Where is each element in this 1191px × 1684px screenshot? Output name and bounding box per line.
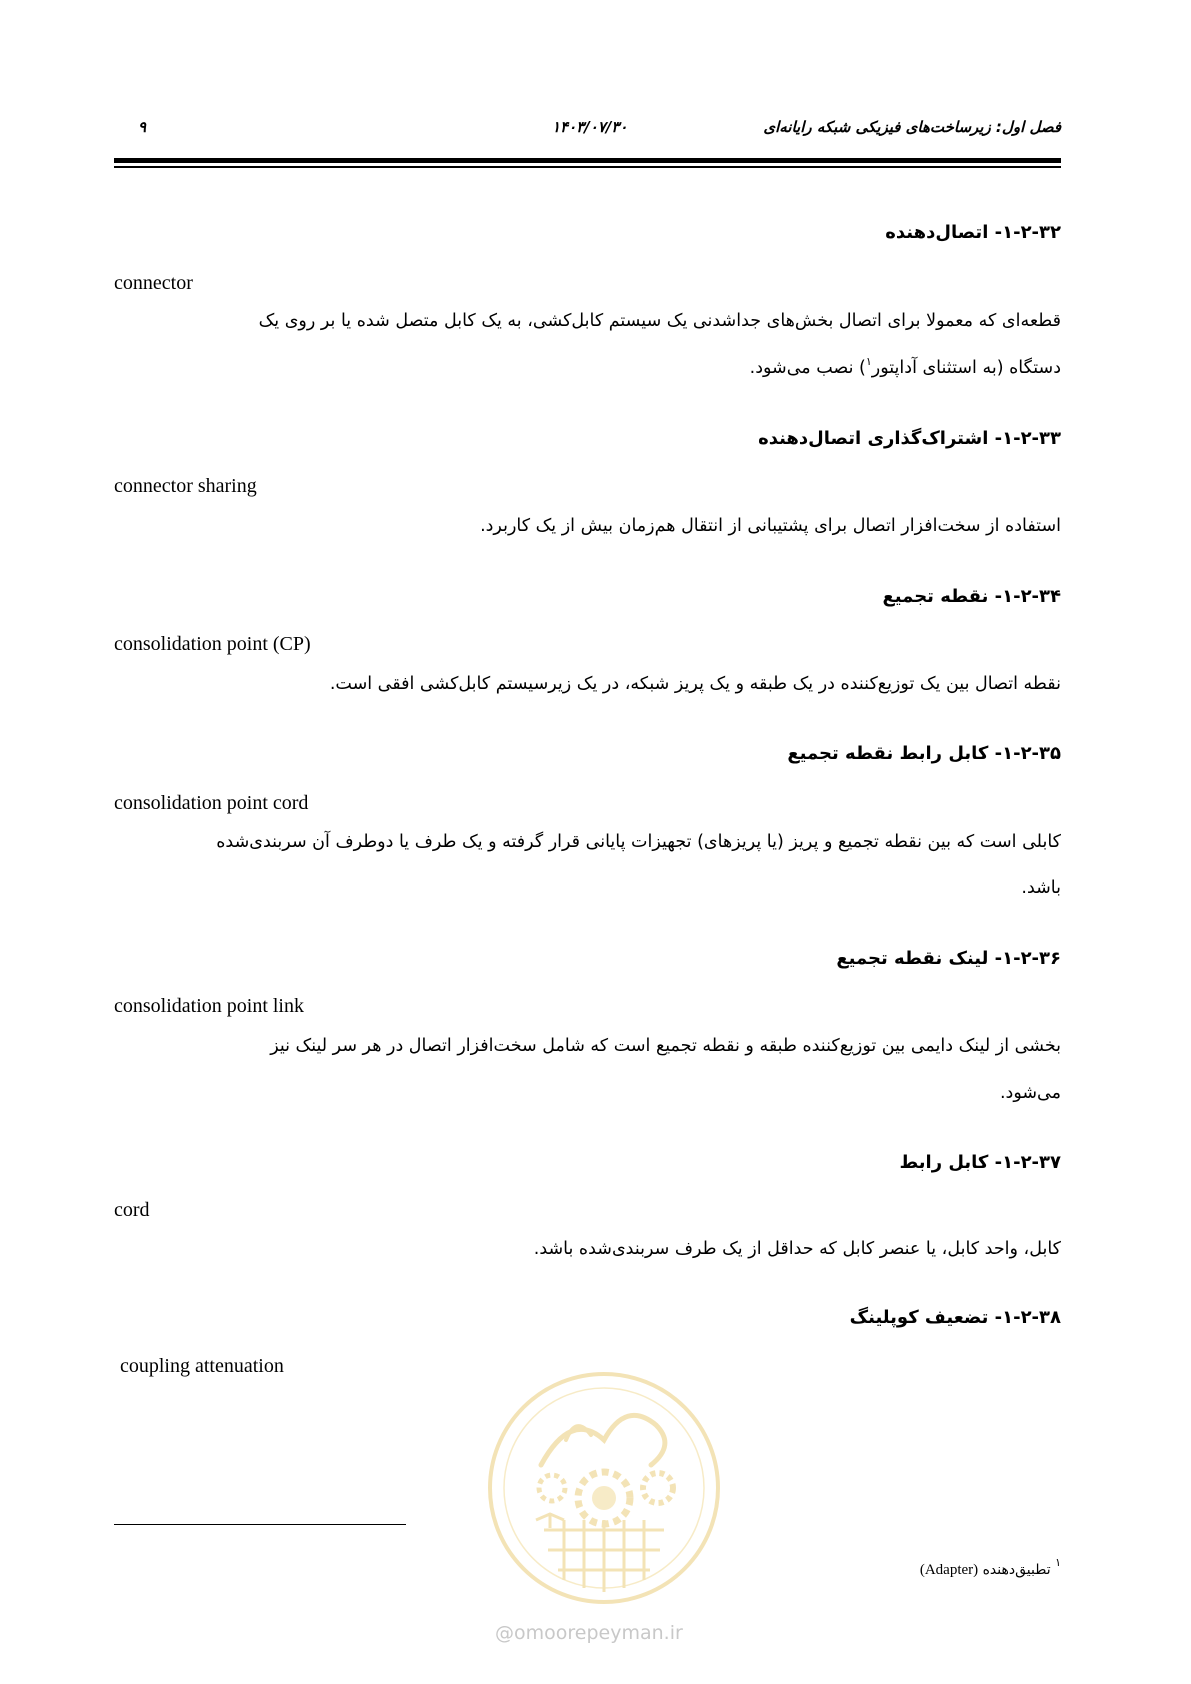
header-rule-thin (114, 166, 1061, 168)
definition-line: بخشی از لینک دایمی بین توزیع‌کننده طبقه و نقطه تجمیع است که شامل سخت‌افزار اتصال در هر سر لینک نیز (270, 1036, 1061, 1056)
footnote-marker: ۱ (1055, 1556, 1061, 1569)
definition-line: باشد. (1021, 878, 1061, 898)
definition-line: می‌شود. (999, 1083, 1061, 1103)
section-heading: ۱-۲-۳۲- اتصال‌دهنده (885, 222, 1061, 243)
definition-text: ) نصب می‌شود. (749, 358, 866, 378)
footnote-separator (114, 1524, 406, 1525)
definition-line: استفاده از سخت‌افزار اتصال برای پشتیبانی از انتقال هم‌زمان بیش از یک کاربرد. (480, 516, 1061, 536)
section-heading: ۱-۲-۳۵- کابل رابط نقطه تجمیع (787, 743, 1061, 764)
english-term: coupling attenuation (120, 1355, 284, 1377)
definition-line: کابلی است که بین نقطه تجمیع و پریز (یا پریزهای) تجهیزات پایانی قرار گرفته و یک طرف یا دوطرف آن سربندی‌شده (216, 832, 1061, 852)
header-rule-thick (114, 158, 1061, 163)
page-number: ۹ (138, 118, 147, 136)
section-heading: ۱-۲-۳۳- اشتراک‌گذاری اتصال‌دهنده (758, 428, 1061, 449)
english-term: consolidation point link (114, 995, 304, 1017)
footnote-marker: ۱ (865, 355, 872, 368)
watermark-seal-icon (486, 1370, 722, 1606)
english-term: cord (114, 1199, 150, 1221)
section-heading: ۱-۲-۳۷- کابل رابط (899, 1152, 1061, 1173)
section-heading: ۱-۲-۳۶- لینک نقطه تجمیع (836, 948, 1061, 969)
watermark-url: @omoorepeyman.ir (495, 1622, 683, 1644)
footnote-text: تطبیق‌دهنده (982, 1562, 1051, 1578)
section-heading: ۱-۲-۳۸- تضعیف کوپلینگ (849, 1307, 1061, 1328)
watermark-logo (486, 1370, 722, 1606)
footnote-latin: (Adapter) (919, 1562, 979, 1578)
footnote (919, 1556, 1061, 1579)
definition-line: کابل، واحد کابل، یا عنصر کابل که حداقل از یک طرف سربندی‌شده باشد. (533, 1239, 1061, 1259)
section-heading: ۱-۲-۳۴- نقطه تجمیع (882, 586, 1061, 607)
definition-line (114, 348, 1061, 390)
definition-line: قطعه‌ای که معمولا برای اتصال بخش‌های جداشدنی یک سیستم کابل‌کشی، به یک کابل متصل شده یا بر روی یک (258, 311, 1061, 331)
chapter-title: فصل اول: زیرساخت‌های فیزیکی شبکه رایانه‌ای (763, 118, 1061, 136)
english-term: connector (114, 272, 193, 294)
english-term: consolidation point (CP) (114, 633, 311, 655)
definition-line: نقطه اتصال بین یک توزیع‌کننده در یک طبقه و یک پریز شبکه، در یک زیرسیستم کابل‌کشی افقی است. (329, 674, 1061, 694)
definition-text: دستگاه (به استثنای آداپتور (871, 358, 1061, 378)
english-term: connector sharing (114, 475, 257, 497)
header-date: ۱۴۰۳/۰۷/۳۰ (552, 118, 628, 136)
english-term: consolidation point cord (114, 792, 309, 814)
